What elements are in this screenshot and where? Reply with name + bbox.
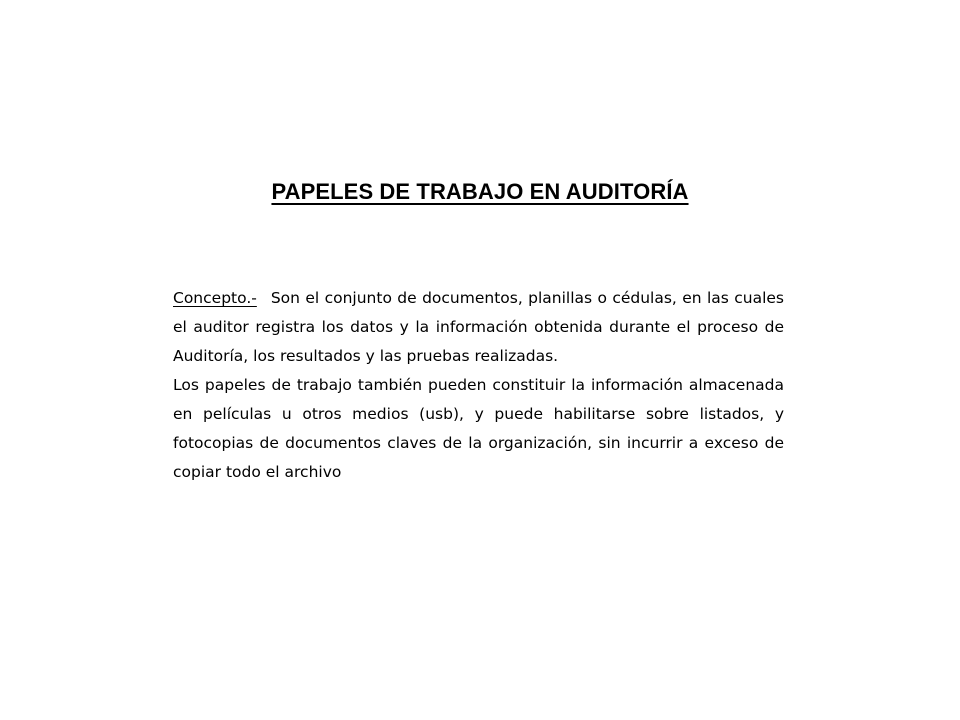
concept-definition: Son el conjunto de documentos, planillas o cédulas, en las cuales el auditor registra los datos y la información obtenida durante el proceso de Auditoría, los resultados y las pruebas realizadas. [173, 289, 784, 365]
detail-paragraph: Los papeles de trabajo también pueden constituir la información almacenada en películas u otros medios (usb), y puede habilitarse sobre listados, y fotocopias de documentos claves de la organización, sin incurrir a exceso de copiar todo el archivo [173, 376, 784, 481]
slide-body [173, 284, 784, 487]
slide-title: PAPELES DE TRABAJO EN AUDITORÍA [271, 179, 689, 204]
concept-paragraph [173, 284, 784, 371]
concept-term: Concepto.- [173, 289, 257, 307]
